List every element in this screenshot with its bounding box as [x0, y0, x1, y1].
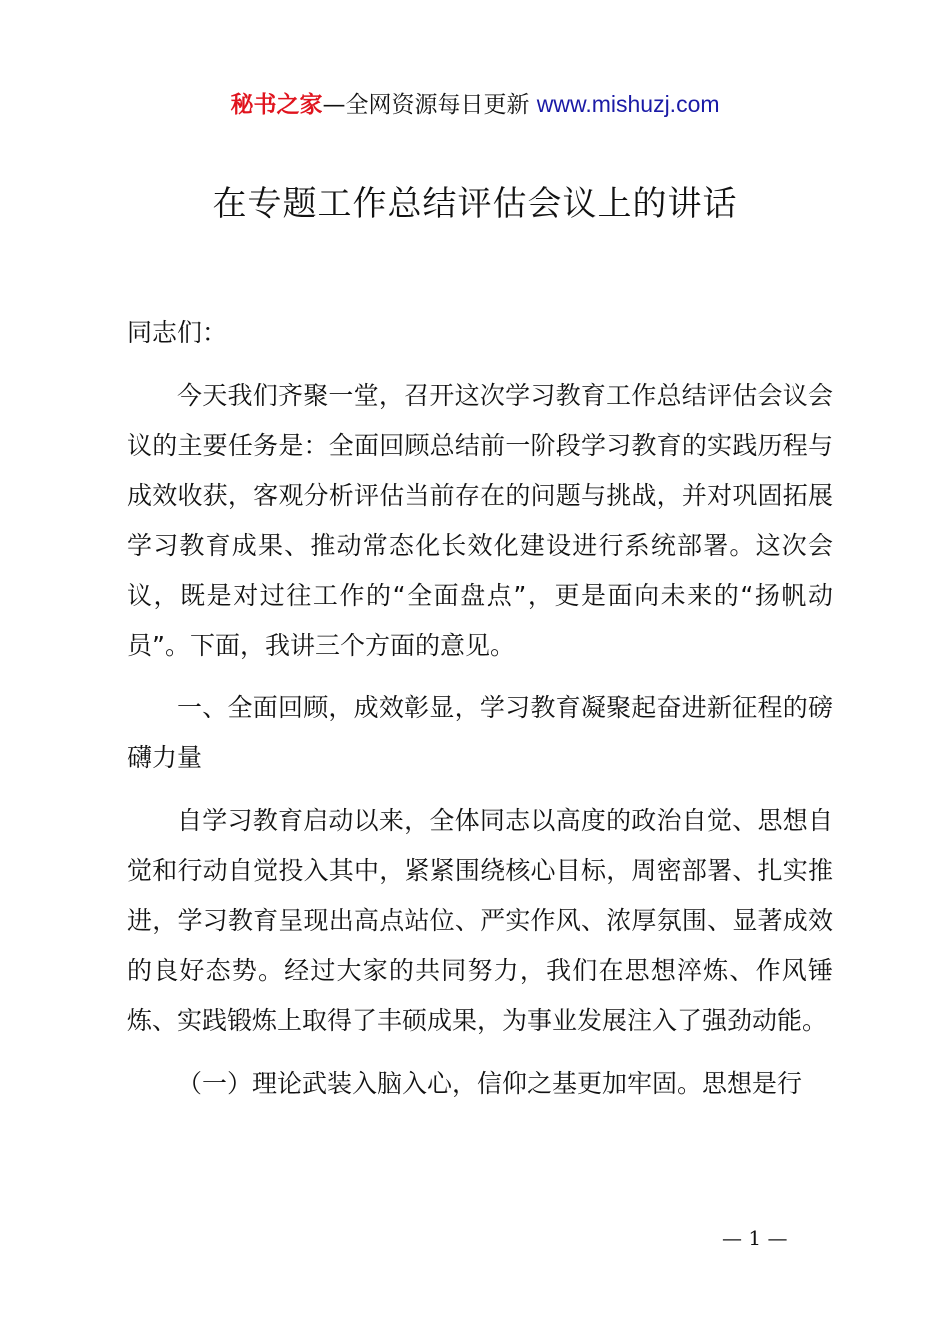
- paragraph-review: 自学习教育启动以来，全体同志以高度的政治自觉、思想自觉和行动自觉投入其中，紧紧围绕核心目标，周密部署、扎实推进，学习教育呈现出高点站位、严实作风、浓厚氛围、显著成效的良好态势。经过大家的共同努力，我们在思想淬炼、作风锤炼、实践锻炼上取得了丰硕成果，为事业发展注入了强劲动能。: [127, 806, 833, 1035]
- section-heading-1: 一、全面回顾，成效彰显，学习教育凝聚起奋进新征程的磅礴力量: [127, 693, 833, 772]
- document-title: 在专题工作总结评估会议上的讲话: [212, 184, 738, 224]
- greeting: 同志们：: [127, 318, 228, 347]
- page-number: — 1 —: [722, 1226, 788, 1250]
- banner-tagline: —全网资源每日更新: [322, 92, 530, 118]
- site-banner: [0, 88, 950, 121]
- site-url-link[interactable]: www.mishuzj.com: [536, 91, 720, 117]
- paragraph-subsection-1: （一）理论武装入脑入心，信仰之基更加牢固。思想是行: [177, 1069, 803, 1098]
- paragraph-intro: 今天我们齐聚一堂，召开这次学习教育工作总结评估会议会议的主要任务是：全面回顾总结前一阶段学习教育的实践历程与成效收获，客观分析评估当前存在的问题与挑战，并对巩固拓展学习教育成果、推动常态化长效化建设进行系统部署。这次会议，既是对过往工作的“全面盘点”，更是面向未来的“扬帆动员”。下面，我讲三个方面的意见。: [127, 381, 833, 660]
- brand-name: 秘书之家: [230, 92, 323, 118]
- document-body: [127, 308, 833, 1109]
